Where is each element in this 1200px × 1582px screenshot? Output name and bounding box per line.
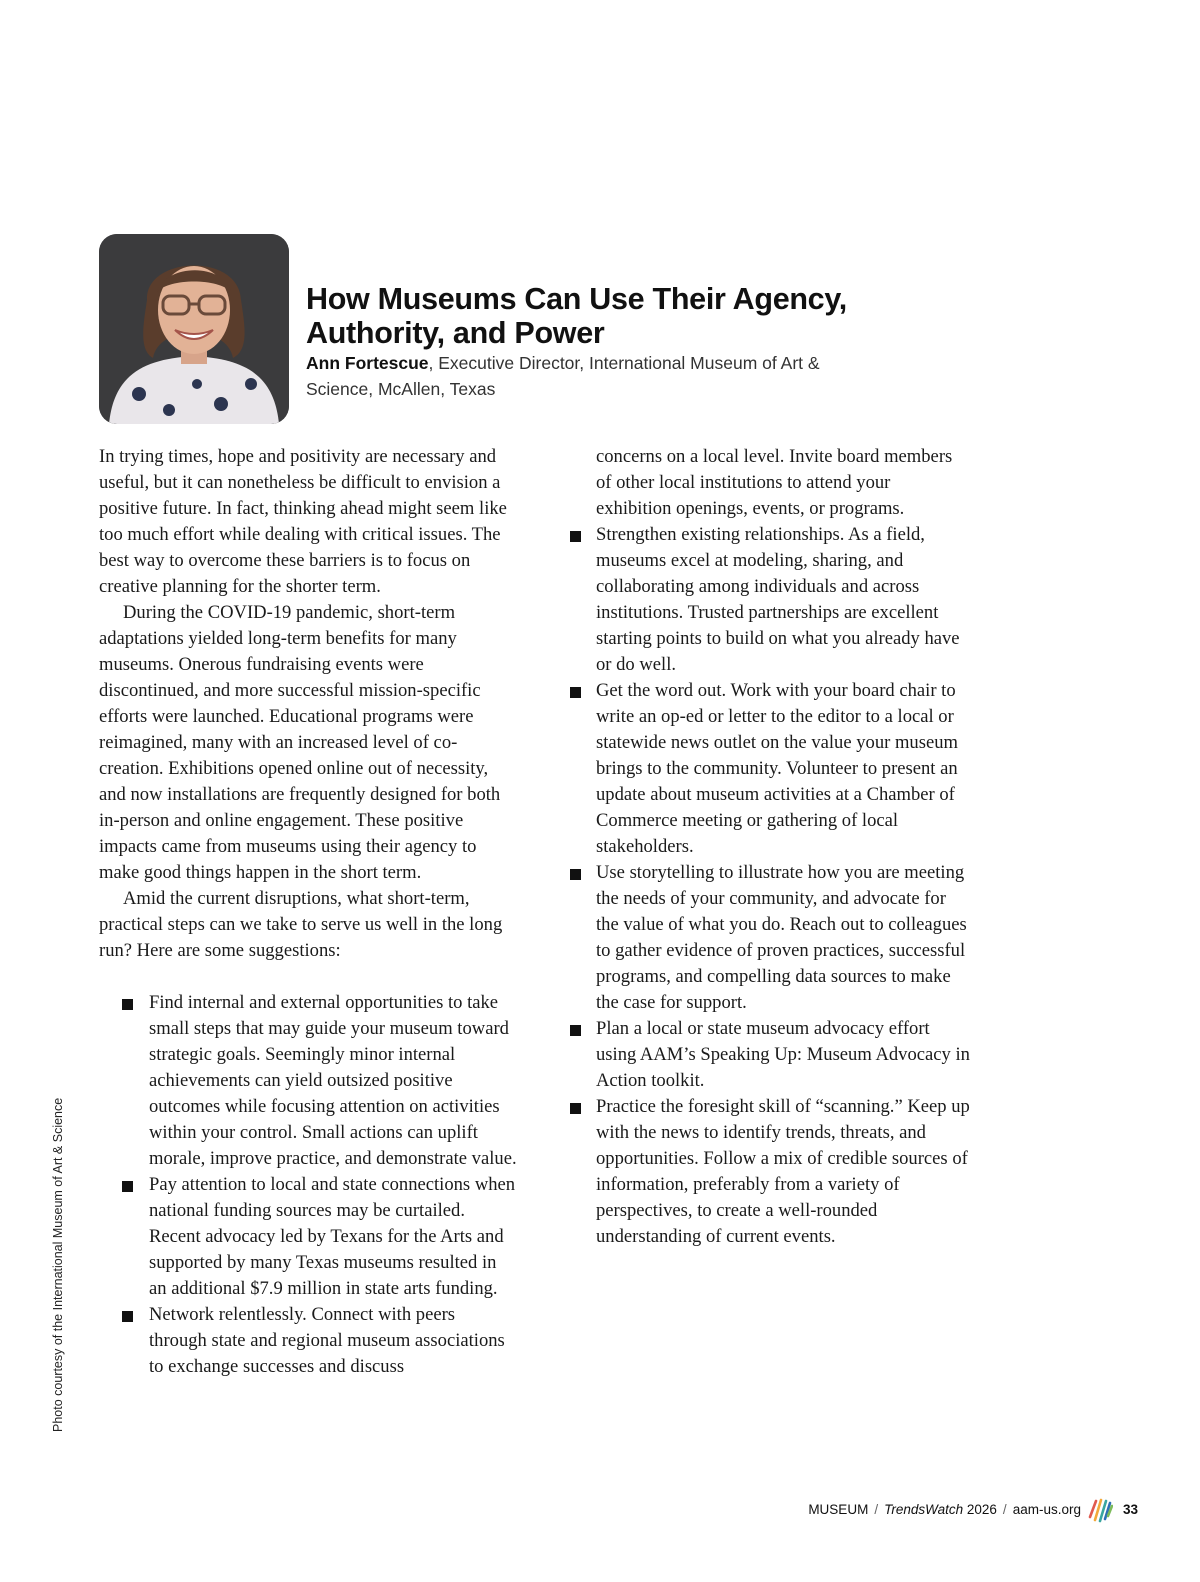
list-item-text: Get the word out. Work with your board chair to write an op-ed or letter to the editor to a local or statewide news outlet on the value your museum brings to the community. Volunteer to present an update about museum activities at a Chamber of Commerce meeting or gathering of local stakeholders.	[596, 680, 958, 857]
square-bullet-icon	[122, 999, 133, 1010]
list-item-text: concerns on a local level. Invite board members of other local institutions to attend your exhibition openings, events, or programs.	[596, 446, 953, 519]
website-link[interactable]: aam-us.org	[1012, 1501, 1081, 1517]
author-portrait	[99, 234, 289, 424]
magazine-name: MUSEUM	[808, 1501, 869, 1517]
list-item	[149, 990, 517, 1172]
footer-separator: /	[1002, 1501, 1007, 1517]
list-item	[596, 1016, 970, 1094]
portrait-photo-icon	[99, 234, 289, 424]
publication-title: TrendsWatch	[884, 1501, 964, 1517]
square-bullet-icon	[570, 869, 581, 880]
list-item-text: Find internal and external opportunities to take small steps that may guide your museum toward strategic goals. Seemingly minor internal achievements can yield outsized positive outcomes while focusing attention on activities within your control. Small actions can uplift morale, improve practice, and demonstrate value.	[149, 992, 517, 1169]
list-item	[596, 678, 970, 860]
suggestion-list-continued	[570, 444, 970, 1250]
author-byline	[306, 350, 826, 402]
list-item-text: Strengthen existing relationships. As a field, museums excel at modeling, sharing, and collaborating among individuals and across institutions. Trusted partnerships are excellent starting points to build on what you already have or do well.	[596, 524, 960, 675]
list-item-text: Network relentlessly. Connect with peers through state and regional museum associations to exchange successes and discuss	[149, 1304, 505, 1377]
list-item	[596, 1094, 970, 1250]
page-footer	[808, 1498, 1138, 1520]
square-bullet-icon	[570, 531, 581, 542]
author-name: Ann Fortescue	[306, 353, 429, 373]
list-item-continuation	[596, 444, 970, 522]
footer-separator: /	[874, 1501, 879, 1517]
list-item-text: Practice the foresight skill of “scanning.” Keep up with the news to identify trends, threats, and opportunities. Follow a mix of credible sources of information, preferably from a variety of perspectives, to create a well-rounded understanding of current events.	[596, 1096, 970, 1247]
list-item-text: Use storytelling to illustrate how you are meeting the needs of your community, and advocate for the value of what you do. Reach out to colleagues to gather evidence of proven practices, successful programs, and compelling data sources to make the case for support.	[596, 862, 967, 1013]
article-title: How Museums Can Use Their Agency, Authority, and Power	[306, 282, 847, 350]
page-number: 33	[1122, 1501, 1138, 1517]
publication-year: 2026	[966, 1501, 997, 1517]
list-item	[596, 522, 970, 678]
suggestion-list	[99, 990, 517, 1380]
square-bullet-icon	[570, 1025, 581, 1036]
square-bullet-icon	[570, 1103, 581, 1114]
list-item	[149, 1302, 517, 1380]
square-bullet-icon	[122, 1181, 133, 1192]
right-column	[570, 444, 970, 1250]
body-paragraph: During the COVID-19 pandemic, short-term adaptations yielded long-term benefits for many museums. Onerous fundraising events were discontinued, and more successful mission-specific efforts were launched. Educational programs were reimagined, many with an increased level of co-creation. Exhibitions opened online out of necessity, and now installations are frequently designed for both in-person and online engagement. These positive impacts came from museums using their agency to make good things happen in the short term.	[99, 602, 501, 883]
square-bullet-icon	[570, 687, 581, 698]
left-column	[99, 444, 517, 1380]
author-role: , Executive Director, International Museum of Art & Science, McAllen, Texas	[306, 353, 820, 399]
list-item-text: Plan a local or state museum advocacy effort using AAM’s Speaking Up: Museum Advocacy in Action toolkit.	[596, 1018, 970, 1091]
square-bullet-icon	[122, 1311, 133, 1322]
body-paragraph: Amid the current disruptions, what short-term, practical steps can we take to serve us well in the long run? Here are some suggestions:	[99, 888, 503, 961]
list-item	[149, 1172, 517, 1302]
list-item	[596, 860, 970, 1016]
photo-credit: Photo courtesy of the International Museum of Art & Science	[51, 1097, 65, 1432]
aam-stripes-logo-icon	[1087, 1495, 1113, 1523]
publication-name	[884, 1502, 997, 1517]
list-item-text: Pay attention to local and state connections when national funding sources may be curtailed. Recent advocacy led by Texans for the Arts and supported by many Texas museums resulted in an additional $7.9 million in state arts funding.	[149, 1174, 516, 1299]
body-paragraph: In trying times, hope and positivity are necessary and useful, but it can nonetheless be difficult to envision a positive future. In fact, thinking ahead might seem like too much effort while dealing with critical issues. The best way to overcome these barriers is to focus on creative planning for the shorter term.	[99, 446, 507, 597]
